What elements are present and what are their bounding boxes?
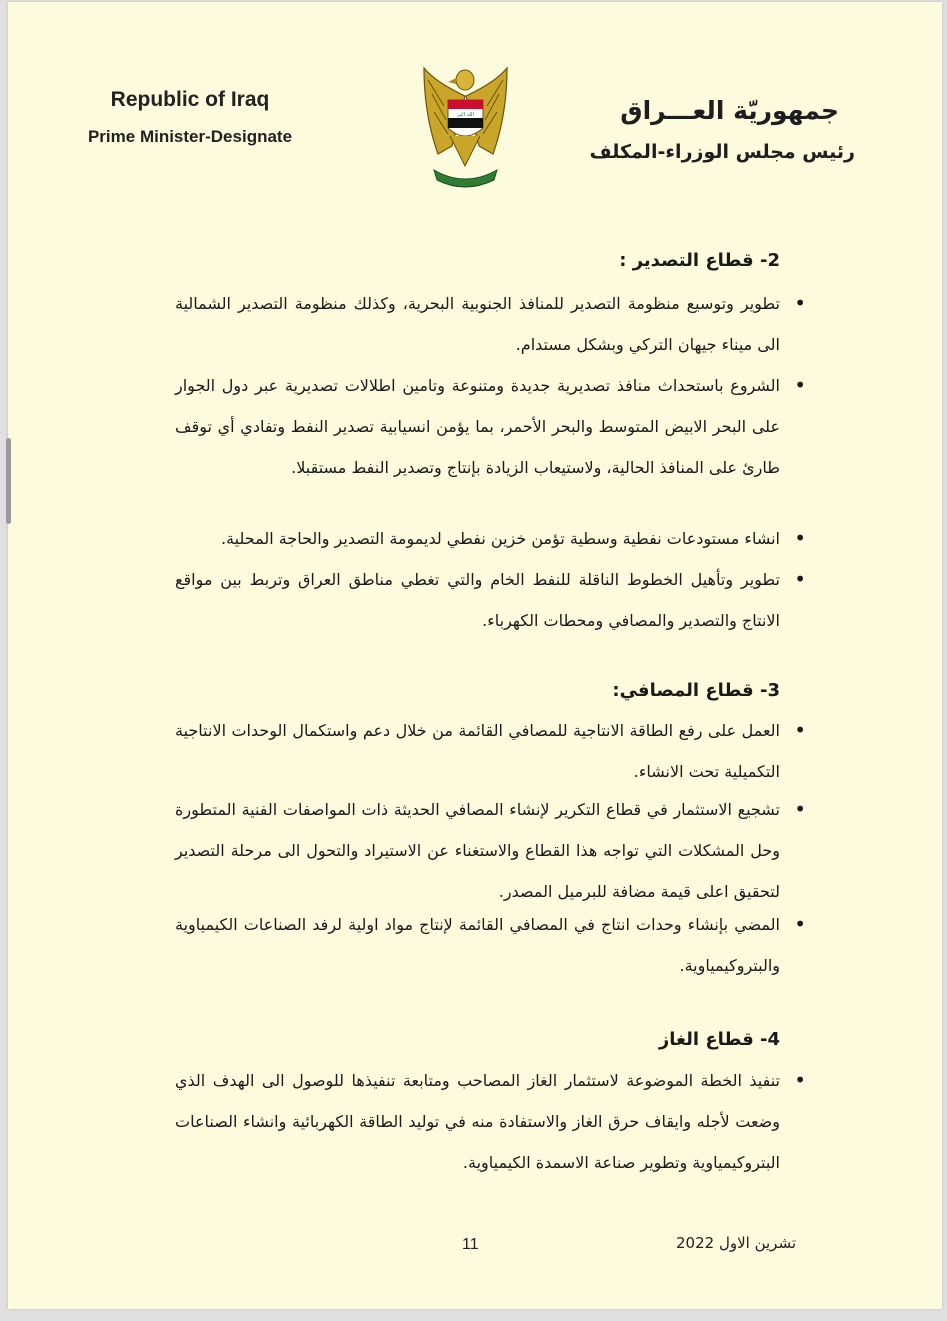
page-number: 11 xyxy=(462,1236,479,1253)
scroll-handle[interactable] xyxy=(6,438,11,524)
section-title: 3- قطاع المصافي: xyxy=(612,680,780,701)
header-en-subtitle: Prime Minister-Designate xyxy=(87,127,293,146)
section-title: 4- قطاع الغاز xyxy=(658,1029,780,1050)
svg-text:الله اكبر: الله اكبر xyxy=(457,112,474,118)
list-item: • تشجيع الاستثمار في قطاع التكرير لإنشاء المصافي الحديثة ذات المواصفات الفنية المتطورة وحل المشكلات التي تواجه هذا القطاع والاستغناء عن الاستيراد والتحول الى مرحلة التصدير لتحقيق اعلى قيمة مضافة للبرميل المصدر. xyxy=(175,789,780,912)
list-item: • تطوير وتأهيل الخطوط الناقلة للنفط الخام والتي تغطي مناطق العراق وتربط بين مواقع الانتاج والتصدير والمصافي ومحطات الكهرباء. xyxy=(175,559,780,641)
list-item: • الشروع باستحداث منافذ تصديرية جديدة ومتنوعة وتامين اطلالات تصديرية عبر دول الجوار على البحر الابيض المتوسط والبحر الأحمر، بما يؤمن انسيابية تصدير النفط وتفادي أي توقف طارئ على المنافذ الحالية، ولاستيعاب الزيادة بإنتاج وتصدير النفط مستقبلا. xyxy=(175,365,780,488)
header-ar-title: جمهوريّة العـــراق xyxy=(620,96,839,125)
section-title: 2- قطاع التصدير : xyxy=(619,250,780,271)
footer-date: تشرين الاول 2022 xyxy=(676,1234,797,1252)
list-item: • المضي بإنشاء وحدات انتاج في المصافي القائمة لإنتاج مواد اولية لرفد الصناعات الكيمياوية والبتروكيمياوية. xyxy=(175,904,780,986)
iraq-eagle-emblem-icon xyxy=(418,66,513,188)
list-item: • انشاء مستودعات نفطية وسطية تؤمن خزين نفطي لديمومة التصدير والحاجة المحلية. xyxy=(175,518,780,559)
header-ar-subtitle: رئيس مجلس الوزراء-المكلف xyxy=(589,141,855,163)
list-item: • العمل على رفع الطاقة الانتاجية للمصافي القائمة من خلال دعم واستكمال الوحدات الانتاجية التكميلية تحت الانشاء. xyxy=(175,710,780,792)
header-en-title: Republic of Iraq xyxy=(110,88,270,111)
list-item: • تطوير وتوسيع منظومة التصدير للمنافذ الجنوبية البحرية، وكذلك منظومة التصدير الشمالية الى ميناء جيهان التركي وبشكل مستدام. xyxy=(175,283,780,365)
list-item: • تنفيذ الخطة الموضوعة لاستثمار الغاز المصاحب ومتابعة تنفيذها للوصول الى الهدف الذي وضعت لأجله وايقاف حرق الغاز والاستفادة منه في توليد الطاقة الكهربائية وانشاء الصناعات البتروكيمياوية وتطوير صناعة الاسمدة الكيمياوية. xyxy=(175,1060,780,1183)
